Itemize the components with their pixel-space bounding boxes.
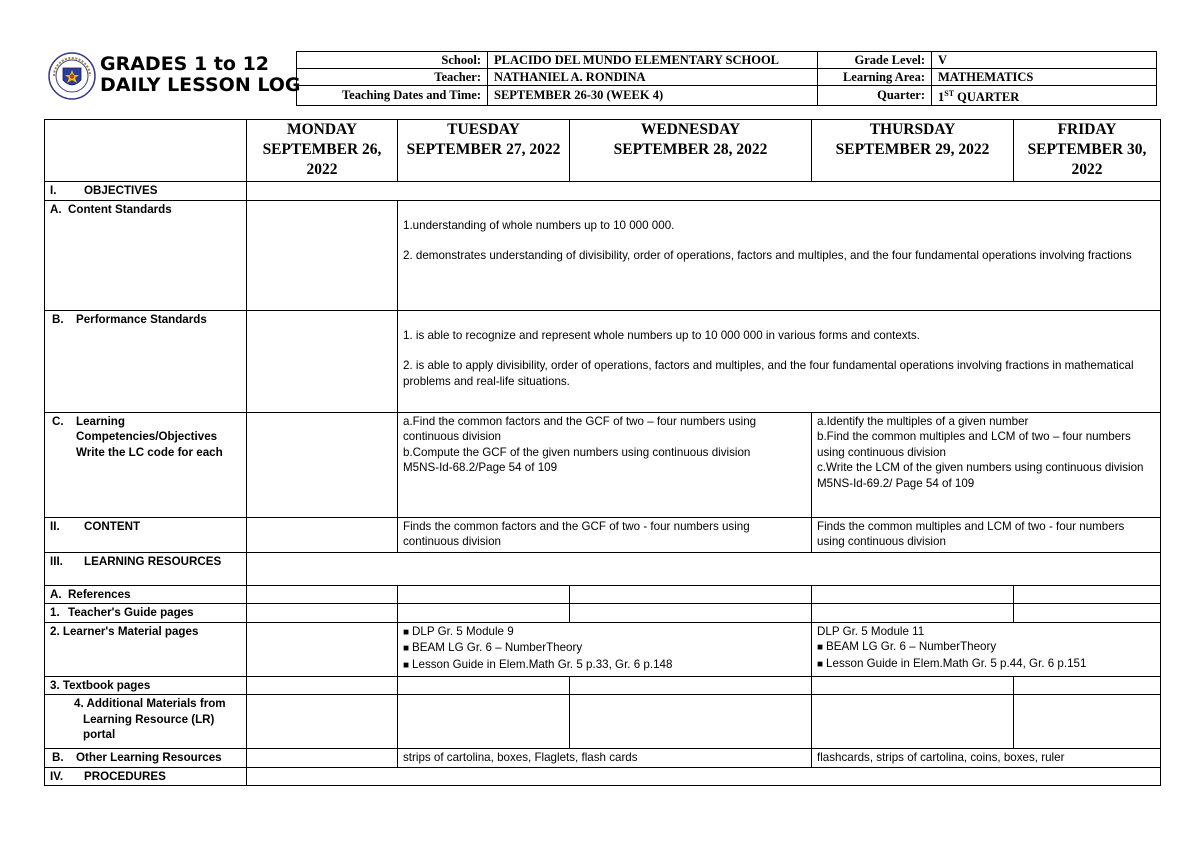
or-monday (247, 749, 398, 768)
teacher-value: NATHANIEL A. RONDINA (488, 69, 818, 86)
competencies-label: C. Learning Competencies/Objectives Write the LC code for each (45, 412, 247, 517)
tg-wednesday (570, 604, 812, 623)
additional-materials-row (45, 695, 1161, 749)
book-icon: ■ (817, 658, 824, 670)
learning-resources-row (45, 552, 1161, 585)
am-thursday (812, 695, 1014, 749)
content-standards-label: A. Content Standards (45, 200, 247, 310)
content-standards-row (45, 200, 1161, 310)
references-label: A. References (45, 585, 247, 604)
textbook-label: 3. Textbook pages (45, 676, 247, 695)
deped-seal-logo (48, 52, 96, 100)
performance-standards-label: B. Performance Standards (45, 310, 247, 412)
content-tue-wed: Finds the common factors and the GCF of two - four numbers using continuous division (398, 517, 812, 552)
book-icon: ■ (403, 643, 410, 654)
references-tuesday (398, 585, 570, 604)
content-monday (247, 517, 398, 552)
learning-resources-label: III. LEARNING RESOURCES (45, 552, 247, 585)
teachers-guide-row (45, 604, 1161, 623)
learners-material-row (45, 622, 1161, 676)
grade-level-label: Grade Level: (818, 52, 932, 69)
tb-friday (1014, 676, 1161, 695)
other-resources-label: B. Other Learning Resources (45, 749, 247, 768)
content-row (45, 517, 1161, 552)
teachers-guide-label: 1. Teacher's Guide pages (45, 604, 247, 623)
book-icon: ■ (817, 642, 824, 653)
tb-wednesday (570, 676, 812, 695)
title-line-2: DAILY LESSON LOG (100, 74, 301, 96)
objectives-span (247, 182, 1161, 201)
quarter-value (932, 86, 1157, 106)
info-row-school (297, 52, 1157, 69)
references-row (45, 585, 1161, 604)
performance-standards-text: 1. is able to recognize and represent whole numbers up to 10 000 000 in various forms and contexts. 2. is able to apply divisibility, order of operations, factors and multiples, and the four fundamental operations involving fractions in mathematical problems and real-life situations. (398, 310, 1161, 412)
procedures-label: IV. PROCEDURES (45, 767, 247, 786)
book-icon: ■ (403, 659, 410, 671)
procedures-row (45, 767, 1161, 786)
content-standards-monday (247, 200, 398, 310)
tb-tuesday (398, 676, 570, 695)
teaching-dates-value: SEPTEMBER 26-30 (WEEK 4) (488, 86, 818, 106)
content-thu-fri: Finds the common multiples and LCM of two - four numbers using continuous division (812, 517, 1161, 552)
school-label: School: (297, 52, 488, 69)
procedures-span (247, 767, 1161, 786)
info-table (296, 51, 1157, 106)
objectives-label: I. OBJECTIVES (45, 182, 247, 201)
day-header-thursday: THURSDAY SEPTEMBER 29, 2022 (812, 120, 1014, 182)
tb-monday (247, 676, 398, 695)
tg-friday (1014, 604, 1161, 623)
am-monday (247, 695, 398, 749)
quarter-label: Quarter: (818, 86, 932, 106)
info-row-teacher (297, 69, 1157, 86)
am-wednesday (570, 695, 812, 749)
other-resources-row (45, 749, 1161, 768)
learning-area-label: Learning Area: (818, 69, 932, 86)
lesson-log-table (44, 119, 1161, 786)
references-thursday (812, 585, 1014, 604)
lm-thu-fri: DLP Gr. 5 Module 11 ■ BEAM LG Gr. 6 – NumberTheory ■ Lesson Guide in Elem.Math Gr. 5 p.44, Gr. 6 p.151 (812, 622, 1161, 676)
quarter-suffix: ST (944, 89, 955, 98)
day-header-friday: FRIDAY SEPTEMBER 30, 2022 (1014, 120, 1161, 182)
competencies-thu-fri: a.Identify the multiples of a given number b.Find the common multiples and LCM of two – four numbers using continuous division c.Write the LCM of the given numbers using continuous division M5NS-Id-69.2/ Page 54 of 109 (812, 412, 1161, 517)
performance-standards-monday (247, 310, 398, 412)
day-header-row (45, 120, 1161, 182)
info-row-dates (297, 86, 1157, 106)
lm-monday (247, 622, 398, 676)
day-header-tuesday: TUESDAY SEPTEMBER 27, 2022 (398, 120, 570, 182)
performance-standards-row (45, 310, 1161, 412)
school-value: PLACIDO DEL MUNDO ELEMENTARY SCHOOL (488, 52, 818, 69)
competencies-monday (247, 412, 398, 517)
lm-tue-wed: ■ DLP Gr. 5 Module 9 ■ BEAM LG Gr. 6 – NumberTheory ■ Lesson Guide in Elem.Math Gr. 5 p.33, Gr. 6 p.148 (398, 622, 812, 676)
title-line-1: GRADES 1 to 12 (100, 53, 270, 75)
quarter-text: QUARTER (954, 90, 1020, 105)
competencies-tue-wed: a.Find the common factors and the GCF of two – four numbers using continuous division b.Compute the GCF of the given numbers using continuous division M5NS-Id-68.2/Page 54 of 109 (398, 412, 812, 517)
day-header-monday: MONDAY SEPTEMBER 26, 2022 (247, 120, 398, 182)
references-wednesday (570, 585, 812, 604)
teacher-label: Teacher: (297, 69, 488, 86)
grade-level-value: V (932, 52, 1157, 69)
learning-resources-span (247, 552, 1161, 585)
content-standards-text: 1.understanding of whole numbers up to 10 000 000. 2. demonstrates understanding of divisibility, order of operations, factors and multiples, and the four fundamental operations involving fractions (398, 200, 1161, 310)
references-friday (1014, 585, 1161, 604)
tg-tuesday (398, 604, 570, 623)
learning-area-value: MATHEMATICS (932, 69, 1157, 86)
am-friday (1014, 695, 1161, 749)
content-label: II. CONTENT (45, 517, 247, 552)
quarter-number: 1 (938, 90, 945, 105)
teaching-dates-label: Teaching Dates and Time: (297, 86, 488, 106)
tb-thursday (812, 676, 1014, 695)
other-resources-tue-wed: strips of cartolina, boxes, Flaglets, flash cards (398, 749, 812, 768)
competencies-row (45, 412, 1161, 517)
objectives-row (45, 182, 1161, 201)
learners-material-label: 2. Learner's Material pages (45, 622, 247, 676)
textbook-row (45, 676, 1161, 695)
tg-thursday (812, 604, 1014, 623)
additional-materials-label: 4. Additional Materials from Learning Resource (LR) portal (45, 695, 247, 749)
am-tuesday (398, 695, 570, 749)
day-header-wednesday: WEDNESDAY SEPTEMBER 28, 2022 (570, 120, 812, 182)
book-icon: ■ (403, 626, 410, 638)
corner-cell (45, 120, 247, 182)
references-monday (247, 585, 398, 604)
document-title (100, 54, 300, 96)
other-resources-thu-fri: flashcards, strips of cartolina, coins, boxes, ruler (812, 749, 1161, 768)
tg-monday (247, 604, 398, 623)
